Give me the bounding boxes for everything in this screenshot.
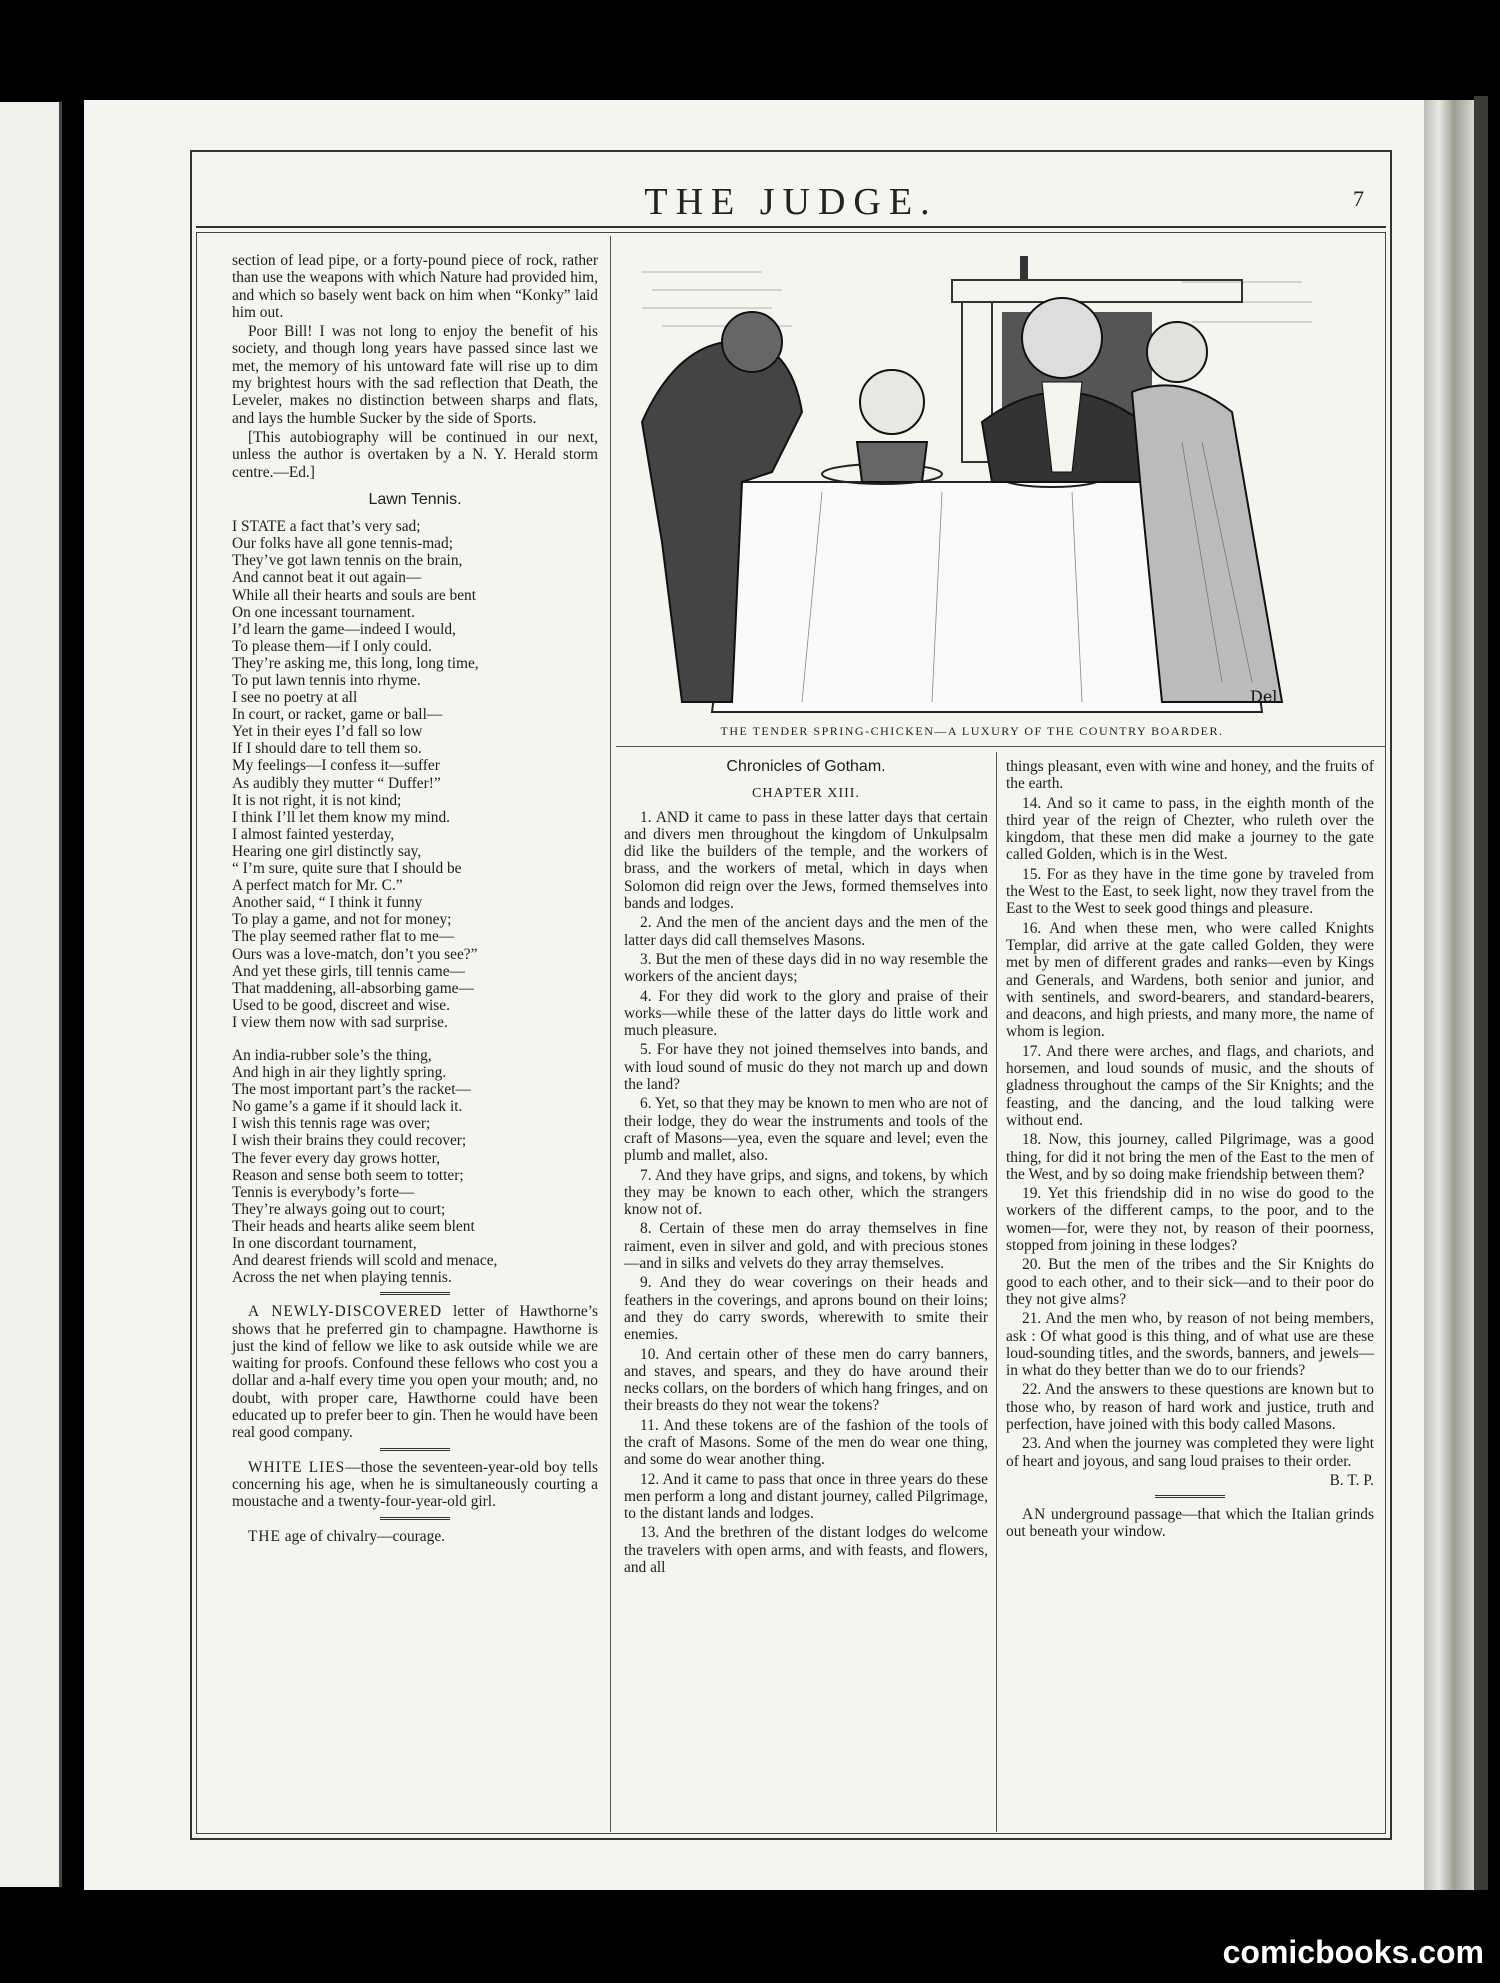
lead-in: WHITE LIES [248,1458,346,1476]
artist-signature: Del [1250,687,1278,706]
column-left [232,252,598,1547]
paragraph [232,1528,598,1545]
poem-line: That maddening, all-absorbing game— [232,979,474,997]
verse-paragraph: 21. And the men who, by reason of not being members, ask : Of what good is this thing, and of what use are these loud-sounding titles, and the swords, banners, and jewels—in what do they better than we do to our friends? [1006,1310,1374,1380]
paragraph: section of lead pipe, or a forty-pound piece of rock, rather than use the weapons with which Nature had provided him, and which so basely went back on him when “Konky” laid him out. [232,252,598,321]
poem-line: I’d learn the game—indeed I would, [232,620,456,638]
poem-line: A perfect match for Mr. C.” [232,877,403,895]
verse-paragraph: things pleasant, even with wine and honey, and the fruits of the earth. [1006,758,1374,793]
verse-list [1006,758,1374,1470]
paragraph [1006,1506,1374,1541]
verse-paragraph: 22. And the answers to these questions are known but to those who, by reason of hard work and justice, truth and perfection, have joined with this body called Masons. [1006,1381,1374,1433]
lead-in: AN [1022,1506,1047,1524]
chapter-heading: CHAPTER XIII. [752,786,860,802]
masthead [196,180,1386,228]
verse-paragraph: 20. But the men of the tribes and the Sir Knights do good to each other, and to their sick—and to their poor do they not give alms? [1006,1256,1374,1308]
verse-paragraph: 14. And so it came to pass, in the eighth month of the third year of the reign of Chezter, who ruleth over the kingdom, that these men did make a journey to the gate called Golden, which is in the West. [1006,794,1374,864]
poem-line: I almost fainted yesterday, [232,825,395,843]
poem-line: The most important part’s the racket— [232,1081,471,1099]
verse-paragraph: 19. Yet this friendship did in no wise do good to the workers of the different camps, to the poor, and to the women—for, were they not, by reason of their poorness, stopped from joining in these lodges? [1006,1185,1374,1255]
poem-line: Their heads and hearts alike seem blent [232,1217,475,1235]
poem-title: Lawn Tennis. [368,490,462,508]
poem-line: To put lawn tennis into rhyme. [232,672,421,689]
verse-paragraph: 15. For as they have in the time gone by traveled from the West to the East, to seek light, now they travel from the East to the West to seek good things and pleasure. [1006,865,1374,918]
poem-line: I view them now with sad surprise. [232,1013,448,1031]
paragraph: Poor Bill! I was not long to enjoy the benefit of his society, and though long years have passed since last we met, the memory of his untoward fate will rise up to dim my brightest hours with the sad reflection that Death, the Leveler, makes no distinction between sharps and flats, and lays the humble Sucker by the side of Sports. [232,323,598,427]
horizontal-rule [616,746,1386,747]
poem-line: Our folks have all gone tennis-mad; [232,535,453,553]
verse-paragraph: 16. And when these men, who were called Knights Templar, did arrive at the gate called Golden, they were met by men of different grades and ranks—even by Kings and Generals, and Wardens, both senior and junior, and with sentinels, and sword-bearers, and standard-bearers, and deacons, and high priests, and many more, the name of whom is legion. [1006,919,1374,1041]
poem-line: And high in air they lightly spring. [232,1064,447,1082]
verse-paragraph: 2. And the men of the ancient days and the men of the latter days did call themselves Masons. [624,914,988,949]
poem-line: The fever every day grows hotter, [232,1149,440,1167]
poem-line: Across the net when playing tennis. [232,1269,452,1287]
paragraph [232,1303,598,1441]
section-rule [380,1448,450,1451]
poem-line: An india-rubber sole’s the thing, [232,1046,432,1064]
poem-line: Ours was a love-match, don’t you see?” [232,945,478,963]
paragraph-text: age of chivalry—courage. [280,1527,446,1545]
poem-line: Hearing one girl distinctly say, [232,842,422,860]
verse-paragraph: 23. And when the journey was completed they were light of heart and joyous, and sang loud praises to their order. [1006,1435,1374,1470]
section-rule [1155,1495,1225,1498]
poem-line: I see no poetry at all [232,689,358,707]
verse-list [624,809,988,1577]
paragraph-text: underground passage—that which the Italian grinds out beneath your window. [1006,1506,1374,1541]
poem-line: To please them—if I only could. [232,637,432,655]
poem-line: Used to be good, discreet and wise. [232,996,450,1014]
poem-line: They’ve got lawn tennis on the brain, [232,552,463,570]
poem-line: To play a game, and not for money; [232,911,452,929]
poem-line: I wish their brains they could recover; [232,1132,467,1150]
section-rule [380,1517,450,1520]
verse-paragraph: 6. Yet, so that they may be known to men who are not of their lodge, they do wear the instruments and tools of the craft of Masons—yea, even the square and level; even the plumb and mallet, also. [624,1095,988,1165]
verse-paragraph: 9. And they do wear coverings on their heads and feathers in the coverings, and aprons bound on their loins; and they do carry swords, wherewith to smite their enemies. [624,1274,988,1344]
poem-line: In court, or racket, game or ball— [232,706,443,724]
verse-paragraph: 1. AND it came to pass in these latter days that certain and divers men throughout the kingdom of Unkulpsalm did like the builders of the temple, and the workers of brass, and the workers of metal, which in days when Solomon did reign over the Jews, formed themselves into bands and lodges. [624,808,988,913]
verse-paragraph: 7. And they have grips, and signs, and tokens, by which they may be known to each other, which the strangers know not of. [624,1166,988,1219]
section-rule [380,1292,450,1295]
verse-paragraph: 13. And the brethren of the distant lodges do welcome the travelers with open arms, and with feasts, and flowers, and all [624,1524,988,1577]
poem-line: I wish this tennis rage was over; [232,1115,431,1133]
poem-stanza [232,1047,598,1286]
verse-paragraph: 4. For they did work to the glory and praise of their works—while these of the latter days do little work and much pleasure. [624,987,988,1040]
paragraph-text: —those the seventeen-year-old boy tells concerning his age, when he is simultaneously courting a moustache and a twenty-four-year-old girl. [232,1458,599,1511]
poem-line: And cannot beat it out again— [232,569,422,587]
verse-paragraph: 10. And certain other of these men do carry banners, and staves, and spears, and they do have around their necks collars, on the borders of which hang fringes, and on their breasts do they not wear the tokens? [624,1345,988,1415]
poem-line: Yet in their eyes I’d fall so low [232,723,423,741]
poem-line: Reason and sense both seem to totter; [232,1166,464,1184]
poem-line: In one discordant tournament, [232,1235,417,1252]
engraving-illustration [622,242,1322,720]
poem-line: They’re asking me, this long, long time, [232,654,479,672]
poem-line: And dearest friends will scold and menace, [232,1252,498,1270]
verse-paragraph: 18. Now, this journey, called Pilgrimage, was a good thing, for did it not bring the men of the East to the men of the West, and by so doing make friendship between them? [1006,1131,1374,1183]
verse-paragraph: 12. And it came to pass that once in three years do these men perform a long and distant journey, called Pilgrimage, to the distant lands and lodges. [624,1470,988,1523]
poem-line: On one incessant tournament. [232,603,415,621]
illustration-caption: THE TENDER SPRING-CHICKEN—A LUXURY OF THE COUNTRY BOARDER. [720,724,1224,738]
poem-line: As audibly they mutter “ Duffer!” [232,774,441,792]
verse-paragraph: 11. And these tokens are of the fashion of the tools of the craft of Masons. Some of the men do wear one thing, and some do wear another thing. [624,1416,988,1469]
column-middle [624,758,988,1578]
binding-edge [1474,96,1488,1890]
poem-line: While all their hearts and souls are bent [232,586,477,604]
poem-stanza [232,518,598,1031]
author-signature: B. T. P. [1329,1471,1374,1489]
poem-line: “ I’m sure, quite sure that I should be [232,860,462,878]
verse-paragraph: 8. Certain of these men do array themselves in fine raiment, even in silver and gold, and with precious stones—and in silks and velvets do they array themselves. [624,1220,988,1273]
poem-line: Another said, “ I think it funny [232,894,423,912]
page-number: 7 [1353,186,1364,211]
page-stack-edge [1424,100,1474,1890]
lead-in: THE [248,1527,281,1545]
paragraph [232,1459,598,1511]
poem-line: I STATE a fact that’s very sad; [232,518,421,536]
verse-paragraph: 5. For have they not joined themselves into bands, and with loud sound of music do they not march up and down the land? [624,1041,988,1094]
column-rule [996,752,997,1832]
masthead-title: THE JUDGE. [644,181,938,223]
poem-line: I think I’ll let them know my mind. [232,808,451,826]
article-title: Chronicles of Gotham. [726,758,886,775]
poem-line: It is not right, it is not kind; [232,791,402,809]
poem-line: No game’s a game if it should lack it. [232,1098,463,1116]
watermark: comicbooks.com [1222,1934,1484,1970]
paragraph: [This autobiography will be continued in our next, unless the author is overtaken by a N. Y. Herald storm centre.—Ed.] [232,428,598,481]
poem-line: The play seemed rather flat to me— [232,928,455,946]
poem-line: And yet these girls, till tennis came— [232,962,465,980]
poem-line: They’re always going out to court; [232,1200,446,1218]
poem-line: If I should dare to tell them so. [232,740,422,758]
poem-line: My feelings—I confess it—suffer [232,757,440,775]
facing-page-edge [0,102,62,1887]
verse-paragraph: 17. And there were arches, and flags, and chariots, and horsemen, and loud sounds of music, and the shouts of gladness throughout the camps of the Sir Knights; and the feasting, and the dancing, and the loud talking were without end. [1006,1042,1374,1129]
column-rule [610,236,611,1832]
poem-line: Tennis is everybody’s forte— [232,1183,415,1201]
column-right [1006,758,1374,1543]
verse-paragraph: 3. But the men of these days did in no way resemble the workers of the ancient days; [624,950,988,986]
lead-in: A NEWLY-DISCOVERED [248,1303,443,1321]
paragraph-text: letter of Hawthorne’s shows that he preferred gin to champagne. Hawthorne is just the kind of fellow we like to ask outside while we are waiting for proofs. Confound these fellows who cost you a dollar and a-half every time you open your mouth; and, no doubt, with proper care, Hawthorne could have been educated up to prefer beer to gin. Then he would have been real good company. [232,1303,599,1442]
